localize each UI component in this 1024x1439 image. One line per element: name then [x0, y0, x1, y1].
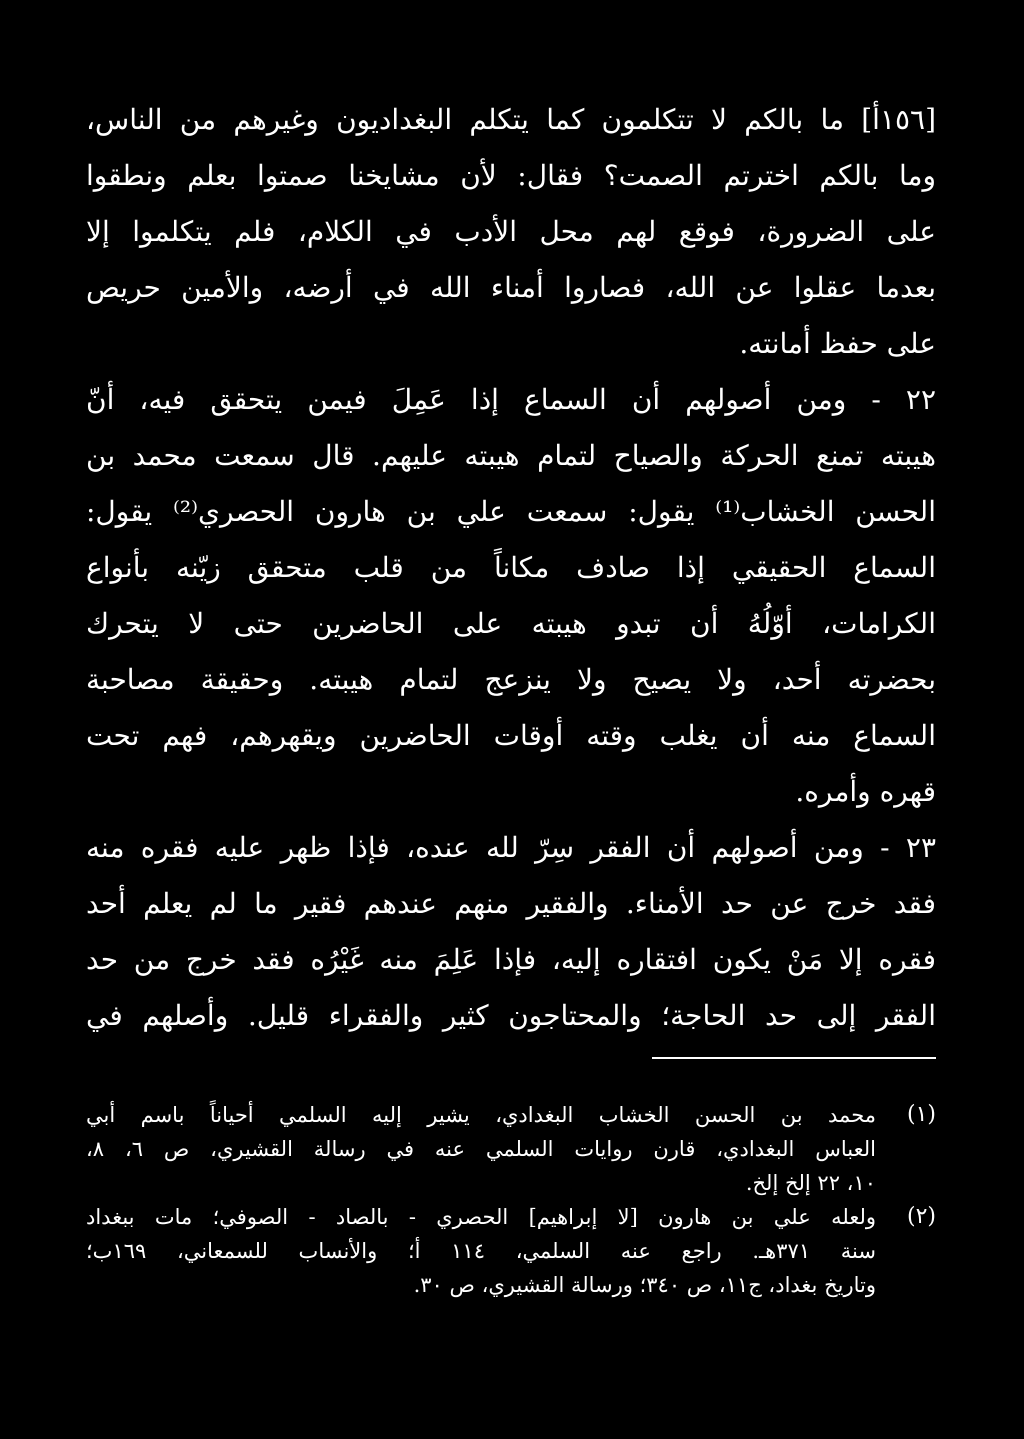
text-line: الكرامات، أوّلُهُ أن تبدو هيبته على الحاضرين حتى لا يتحرك	[86, 607, 936, 640]
text-line: فقد خرج عن حد الأمناء. والفقير منهم عندهم فقير ما لم يعلم أحد	[86, 887, 936, 920]
footnote-body	[86, 1098, 876, 1200]
footnote	[86, 1098, 936, 1200]
text-line: [١٥٦أ] ما بالكم لا تتكلمون كما يتكلم البغداديون وغيرهم من الناس،	[86, 103, 936, 136]
main-text	[86, 92, 936, 1044]
text-line: فقره إلا مَنْ يكون افتقاره إليه، فإذا عَلِمَ منه غَيْرُه فقد خرج من حد	[86, 943, 936, 976]
footnote-separator	[652, 1057, 936, 1059]
footnote-line: العباس البغدادي، قارن روايات السلمي عنه في رسالة القشيري، ص ٦، ٨،	[86, 1137, 876, 1161]
footnote-line: محمد بن الحسن الخشاب البغدادي، يشير إليه السلمي أحياناً باسم أبي	[86, 1103, 876, 1127]
footnote-number: (٢)	[906, 1204, 936, 1229]
text-line: قهره وأمره.	[795, 775, 936, 808]
text-line: السماع الحقيقي إذا صادف مكاناً من قلب متحقق زيّنه بأنواع	[86, 551, 936, 584]
footnotes	[86, 1098, 936, 1302]
text-line: السماع منه أن يغلب وقته أوقات الحاضرين ويقهرهم، فهم تحت	[86, 719, 936, 752]
footnote-line: ولعله علي بن هارون [لا إبراهيم] الحصري - بالصاد - الصوفي؛ مات ببغداد	[86, 1205, 876, 1229]
text-line: بعدما عقلوا عن الله، فصاروا أمناء الله في أرضه، والأمين حريص	[86, 271, 936, 304]
footnote-line: ١٠، ٢٢ إلخ إلخ.	[745, 1171, 876, 1195]
text-line: ٢٣ - ومن أصولهم أن الفقر سِرّ لله عنده، فإذا ظهر عليه فقره منه	[86, 831, 936, 864]
text-line: بحضرته أحد، ولا يصيح ولا ينزعج لتمام هيبته. وحقيقة مصاحبة	[86, 663, 936, 696]
footnote-line: وتاريخ بغداد، ج١١، ص ٣٤٠؛ ورسالة القشيري، ص ٣٠.	[413, 1273, 876, 1297]
text-line: على الضرورة، فوقع لهم محل الأدب في الكلام، فلم يتكلموا إلا	[86, 215, 936, 248]
text-line: الفقر إلى حد الحاجة؛ والمحتاجون كثير والفقراء قليل. وأصلهم في	[86, 999, 936, 1032]
footnote-body	[86, 1200, 876, 1302]
text-line: الحسن الخشاب⁽¹⁾ يقول: سمعت علي بن هارون الحصري⁽²⁾ يقول:	[86, 495, 936, 528]
text-line: على حفظ أمانته.	[739, 327, 936, 360]
footnote	[86, 1200, 936, 1302]
footnote-number: (١)	[906, 1102, 936, 1127]
footnote-line: سنة ٣٧١هـ. راجع عنه السلمي، ١١٤ أ؛ والأنساب للسمعاني، ١٦٩ب؛	[86, 1239, 876, 1263]
text-line: هيبته تمنع الحركة والصياح لتمام هيبته عليهم. قال سمعت محمد بن	[86, 439, 936, 472]
text-line: وما بالكم اخترتم الصمت؟ فقال: لأن مشايخنا صمتوا بعلم ونطقوا	[86, 159, 936, 192]
text-line: ٢٢ - ومن أصولهم أن السماع إذا عَمِلَ فيمن يتحقق فيه، أنّ	[86, 383, 936, 416]
